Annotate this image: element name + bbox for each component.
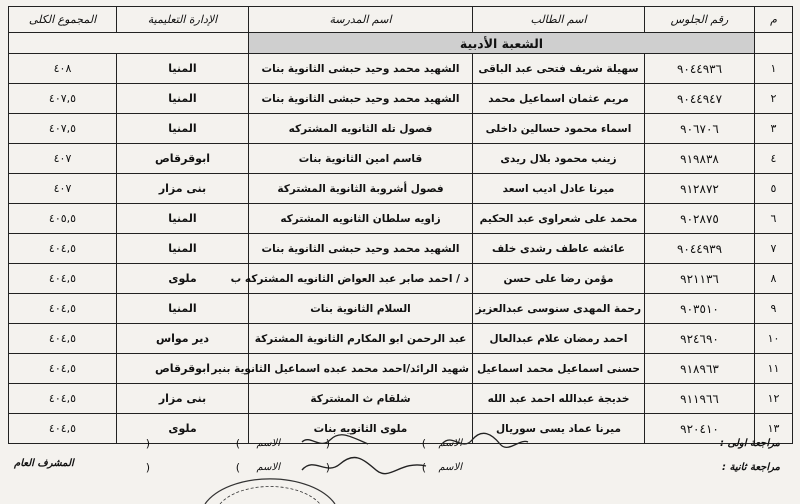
header-index: م — [755, 7, 793, 33]
school-name: الشهيد محمد وحيد حبشى الثانوية بنات — [249, 54, 473, 84]
seat-number: ٩٠٢٨٧٥ — [645, 204, 755, 234]
seat-number: ٩٢٠٤١٠ — [645, 414, 755, 444]
section-row — [9, 33, 793, 54]
school-name: شهيد الرائد/احمد محمد عبده اسماعيل الثانوية بنير — [249, 354, 473, 384]
school-name: عبد الرحمن ابو المكارم الثانوية المشتركة — [249, 324, 473, 354]
educational-admin: دير مواس — [117, 324, 249, 354]
paren-close: ) — [235, 437, 240, 450]
general-supervisor-label: المشرف العام — [14, 458, 74, 469]
total-score: ٤٠٧ — [9, 174, 117, 204]
seat-number: ٩٢٤٦٩٠ — [645, 324, 755, 354]
school-name: فصول تله الثانويه المشتركه — [249, 114, 473, 144]
seat-number: ٩٠٤٤٩٣٩ — [645, 234, 755, 264]
header-seat-number: رقم الجلوس — [645, 7, 755, 33]
paren-close: ) — [235, 461, 240, 474]
school-name: شلقام ث المشتركة — [249, 384, 473, 414]
educational-admin: بنى مزار — [117, 174, 249, 204]
school-name: د / احمد صابر عبد العواض الثانويه المشتركه ب — [249, 264, 473, 294]
signature-scribble — [440, 430, 530, 452]
table-row — [9, 54, 793, 84]
signature-scribble — [300, 430, 370, 452]
table-row — [9, 294, 793, 324]
educational-admin: المنيا — [117, 294, 249, 324]
educational-admin: المنيا — [117, 114, 249, 144]
seat-number: ٩٠٦٧٠٦ — [645, 114, 755, 144]
section-title: الشعبة الأدبية — [249, 33, 755, 54]
educational-admin: ابوقرقاص — [117, 144, 249, 174]
official-stamp-icon — [200, 464, 340, 504]
table-row — [9, 174, 793, 204]
name-label-1: الاسم — [438, 438, 462, 449]
total-score: ٤٠٧ — [9, 144, 117, 174]
row-index: ٨ — [755, 264, 793, 294]
student-name: رحمة المهدى سنوسى عبدالعزيز — [473, 294, 645, 324]
second-review-label: مراجعة ثانية : — [722, 462, 780, 473]
educational-admin: المنيا — [117, 54, 249, 84]
row-index: ٦ — [755, 204, 793, 234]
educational-admin: ملوى — [117, 414, 249, 444]
table-row — [9, 354, 793, 384]
paren-close: ) — [421, 461, 426, 474]
student-name: ميرنا عادل اديب اسعد — [473, 174, 645, 204]
paren-close: ) — [421, 437, 426, 450]
student-name: احمد رمضان علام عبدالعال — [473, 324, 645, 354]
educational-admin: ابوقرقاص — [117, 354, 249, 384]
row-index: ٣ — [755, 114, 793, 144]
row-index: ١٣ — [755, 414, 793, 444]
section-spacer — [9, 33, 249, 54]
row-index: ٤ — [755, 144, 793, 174]
total-score: ٤٠٨ — [9, 54, 117, 84]
row-index: ١٢ — [755, 384, 793, 414]
school-name: ملوى الثانويه بنات — [249, 414, 473, 444]
student-name: خديجة عبدالله احمد عبد الله — [473, 384, 645, 414]
seat-number: ٩١٩٨٣٨ — [645, 144, 755, 174]
table-row — [9, 114, 793, 144]
student-name: ميرنا عماد يسى سوريال — [473, 414, 645, 444]
seat-number: ٩٠٤٤٩٣٦ — [645, 54, 755, 84]
student-name: زينب محمود بلال ريدى — [473, 144, 645, 174]
table-row — [9, 264, 793, 294]
total-score: ٤٠٥,٥ — [9, 204, 117, 234]
total-score: ٤٠٧,٥ — [9, 114, 117, 144]
row-index: ١ — [755, 54, 793, 84]
results-table — [8, 6, 793, 444]
seat-number: ٩١١٩٦٦ — [645, 384, 755, 414]
row-index: ٧ — [755, 234, 793, 264]
header-educational-admin: الإدارة التعليمية — [117, 7, 249, 33]
school-name: فصول أشروبة الثانوية المشتركة — [249, 174, 473, 204]
name-label-3: الاسم — [438, 462, 462, 473]
row-index: ٥ — [755, 174, 793, 204]
total-score: ٤٠٤,٥ — [9, 234, 117, 264]
row-index: ١٠ — [755, 324, 793, 354]
student-name: سهيلة شريف فتحى عبد الباقى — [473, 54, 645, 84]
student-name: عائشه عاطف رشدى خلف — [473, 234, 645, 264]
header-row — [9, 7, 793, 33]
student-name: مريم عثمان اسماعيل محمد — [473, 84, 645, 114]
student-name: حسنى اسماعيل محمد اسماعيل — [473, 354, 645, 384]
total-score: ٤٠٤,٥ — [9, 264, 117, 294]
name-label-4: الاسم — [256, 462, 280, 473]
header-total-score: المجموع الكلى — [9, 7, 117, 33]
total-score: ٤٠٤,٥ — [9, 294, 117, 324]
educational-admin: المنيا — [117, 234, 249, 264]
row-index: ١١ — [755, 354, 793, 384]
total-score: ٤٠٤,٥ — [9, 384, 117, 414]
signature-footer — [0, 428, 800, 500]
educational-admin: بنى مزار — [117, 384, 249, 414]
paren-open: ( — [325, 461, 330, 474]
total-score: ٤٠٤,٥ — [9, 414, 117, 444]
seat-number: ٩٠٣٥١٠ — [645, 294, 755, 324]
table-row — [9, 84, 793, 114]
paren-open: ( — [325, 437, 330, 450]
first-review-label: مراجعة اولى : — [720, 438, 780, 449]
table-row — [9, 144, 793, 174]
total-score: ٤٠٧,٥ — [9, 84, 117, 114]
table-row — [9, 324, 793, 354]
school-name: السلام الثانوية بنات — [249, 294, 473, 324]
row-index: ٢ — [755, 84, 793, 114]
table-row — [9, 384, 793, 414]
table-row — [9, 204, 793, 234]
educational-admin: ملوى — [117, 264, 249, 294]
student-name: محمد على شعراوى عبد الحكيم — [473, 204, 645, 234]
total-score: ٤٠٤,٥ — [9, 354, 117, 384]
paren-open: ( — [145, 437, 150, 450]
educational-admin: المنيا — [117, 204, 249, 234]
paren-open: ( — [145, 461, 150, 474]
seat-number: ٩١٢٨٧٢ — [645, 174, 755, 204]
school-name: زاويه سلطان الثانويه المشتركه — [249, 204, 473, 234]
school-name: الشهيد محمد وحيد حبشى الثانوية بنات — [249, 84, 473, 114]
total-score: ٤٠٤,٥ — [9, 324, 117, 354]
seat-number: ٩٢١١٣٦ — [645, 264, 755, 294]
seat-number: ٩٠٤٤٩٤٧ — [645, 84, 755, 114]
seat-number: ٩١٨٩٦٣ — [645, 354, 755, 384]
section-spacer — [755, 33, 793, 54]
header-school-name: اسم المدرسة — [249, 7, 473, 33]
row-index: ٩ — [755, 294, 793, 324]
name-label-2: الاسم — [256, 438, 280, 449]
school-name: الشهيد محمد وحيد حبشى الثانوية بنات — [249, 234, 473, 264]
student-name: اسماء محمود حسالين داخلى — [473, 114, 645, 144]
header-student-name: اسم الطالب — [473, 7, 645, 33]
educational-admin: المنيا — [117, 84, 249, 114]
school-name: قاسم امين الثانوية بنات — [249, 144, 473, 174]
student-name: مؤمن رضا على حسن — [473, 264, 645, 294]
table-row — [9, 234, 793, 264]
